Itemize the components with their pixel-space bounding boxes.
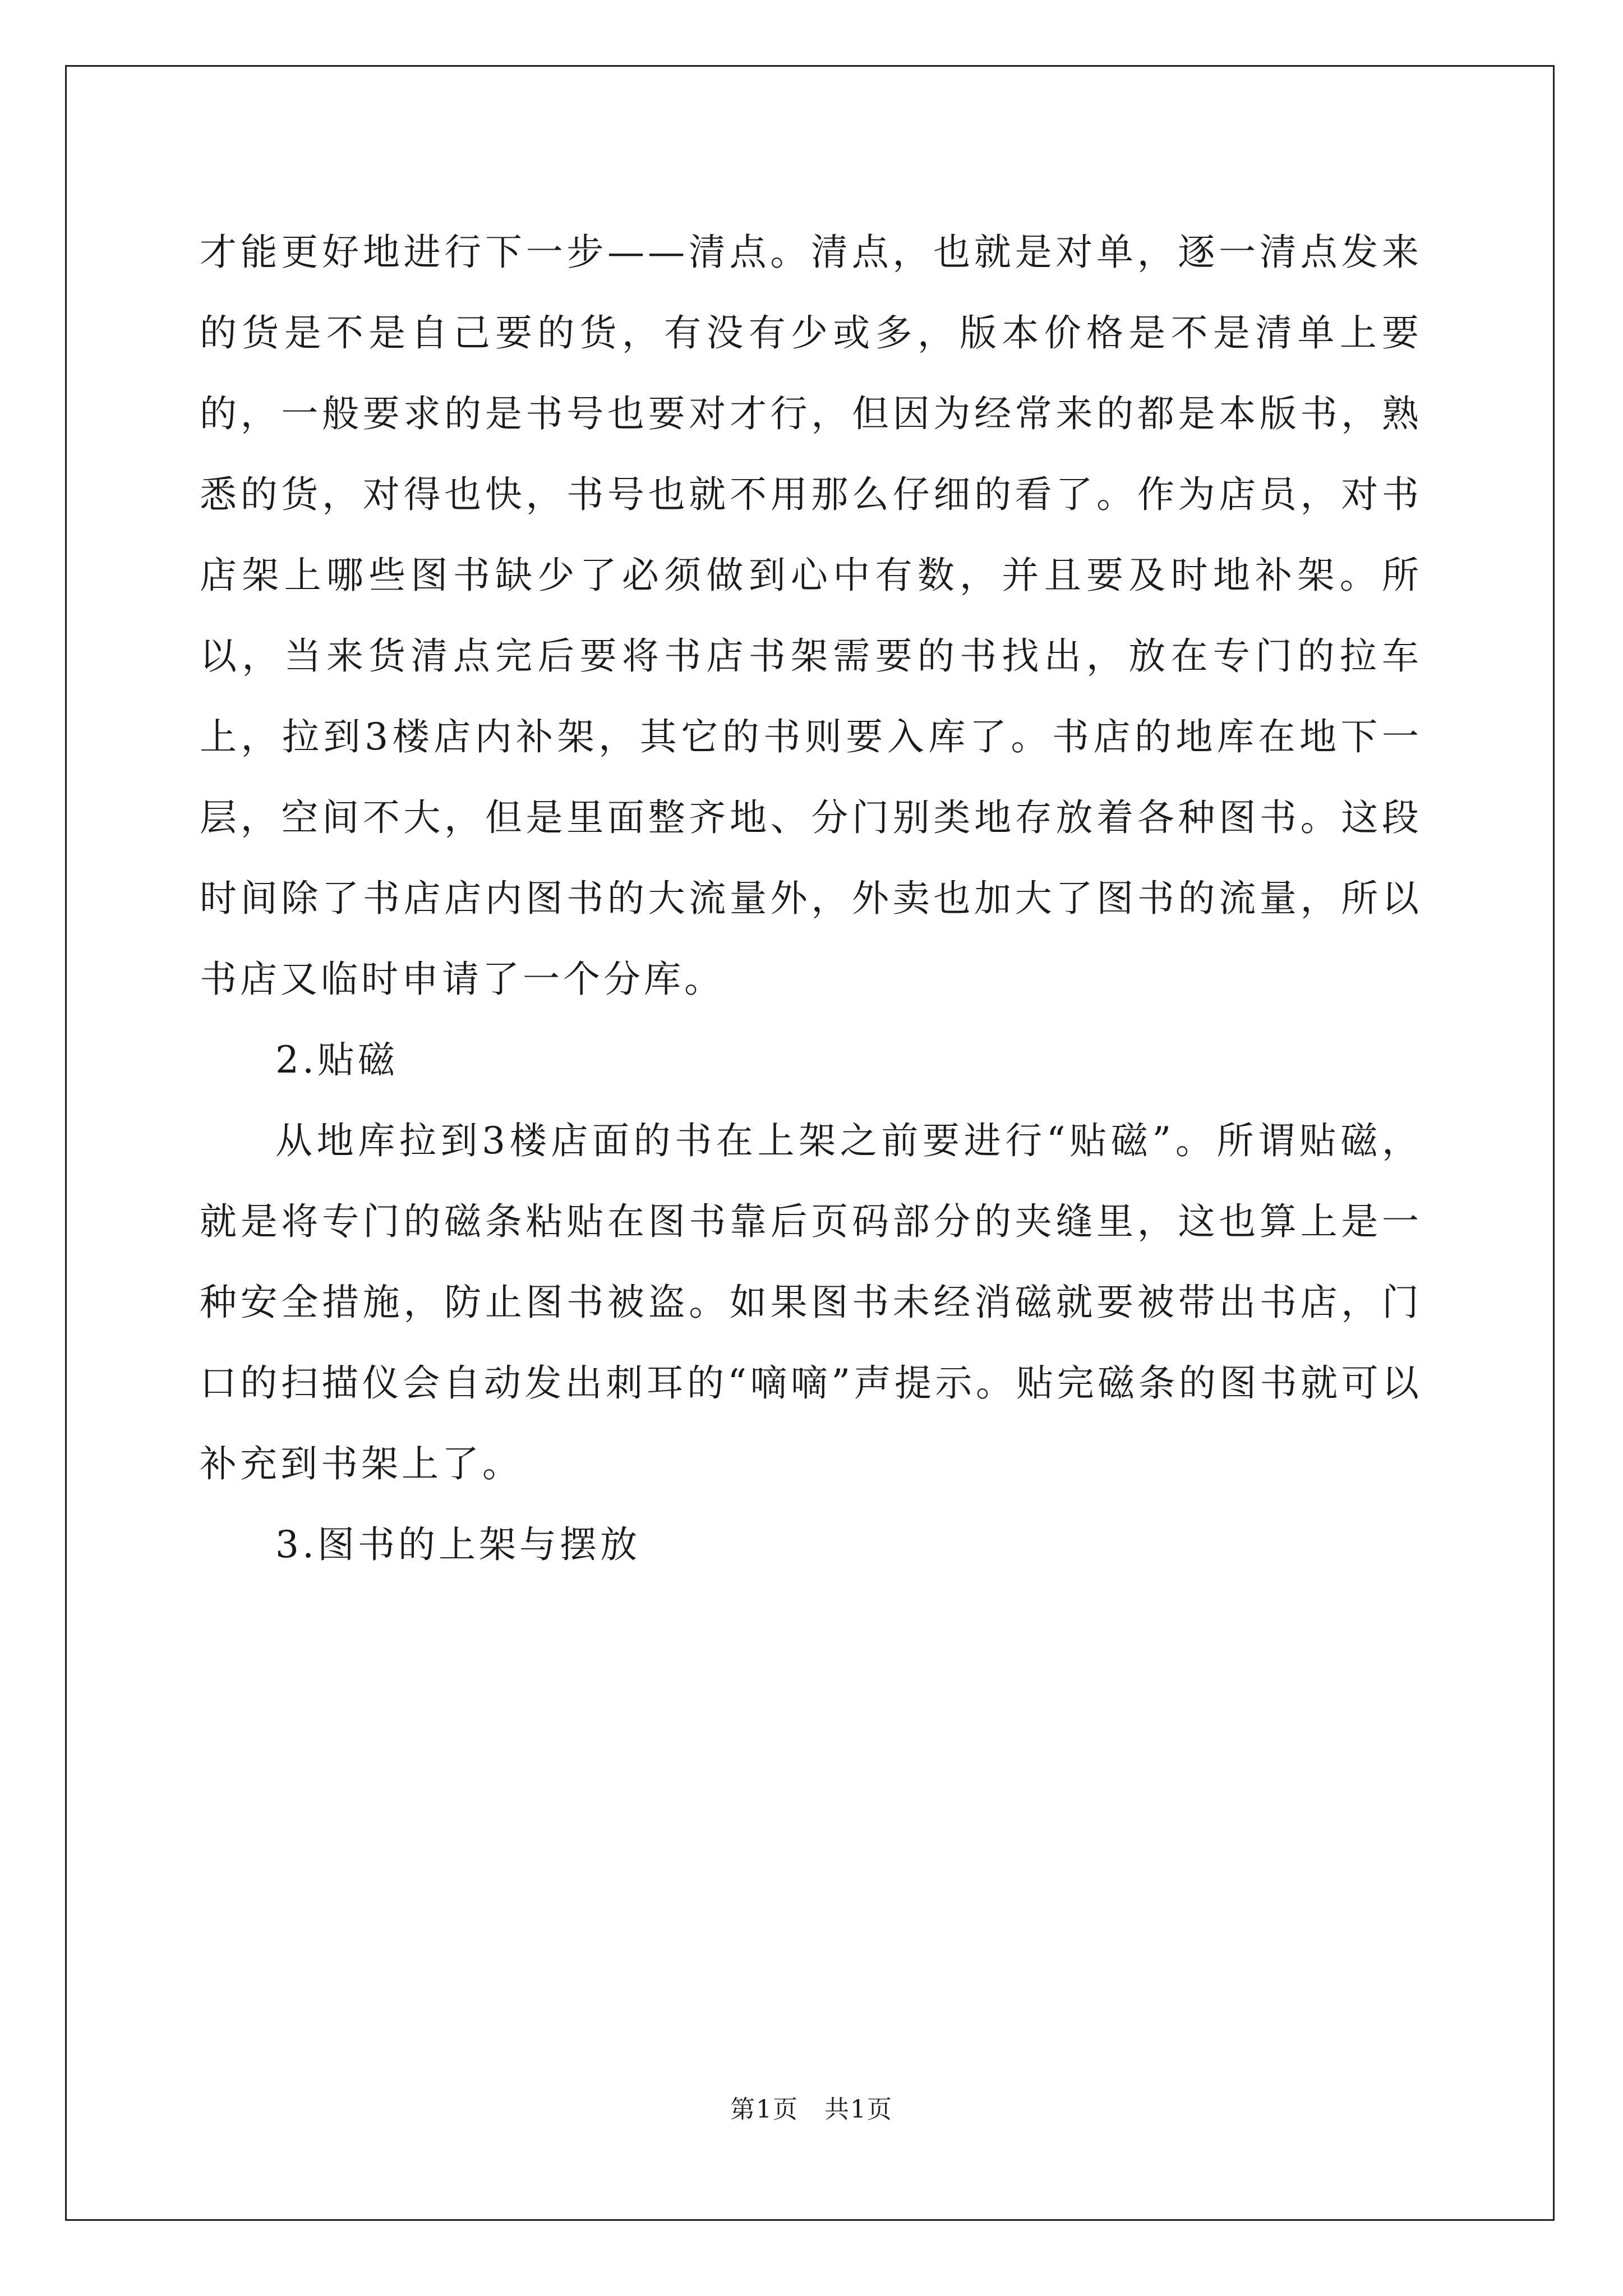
- document-body: [200, 212, 1422, 1585]
- page-footer: 第1页 共1页: [730, 2095, 893, 2124]
- paragraph-inventory: 才能更好地进行下一步——清点。清点，也就是对单，逐一清点发来的货是不是自己要的货，有没有少或多，版本价格是不是清单上要的，一般要求的是书号也要对才行，但因为经常来的都是本版书，熟悉的货，对得也快，书号也就不用那么仔细的看了。作为店员，对书店架上哪些图书缺少了必须做到心中有数，并且要及时地补架。所以，当来货清点完后要将书店书架需要的书找出，放在专门的拉车上，拉到3楼店内补架，其它的书则要入库了。书店的地库在地下一层，空间不大，但是里面整齐地、分门别类地存放着各种图书。这段时间除了书店店内图书的大流量外，外卖也加大了图书的流量，所以书店又临时申请了一个分库。: [200, 231, 1422, 1001]
- heading-magnetic-strip: 2.贴磁: [275, 1038, 398, 1082]
- heading-shelving: 3.图书的上架与摆放: [275, 1523, 640, 1566]
- paragraph-magnetic-strip: 从地库拉到3楼店面的书在上架之前要进行“贴磁”。所谓贴磁，就是将专门的磁条粘贴在图书靠后页码部分的夹缝里，这也算上是一种安全措施，防止图书被盗。如果图书未经消磁就要被带出书店，门口的扫描仪会自动发出刺耳的“嘀嘀”声提示。贴完磁条的图书就可以补充到书架上了。: [200, 1119, 1422, 1485]
